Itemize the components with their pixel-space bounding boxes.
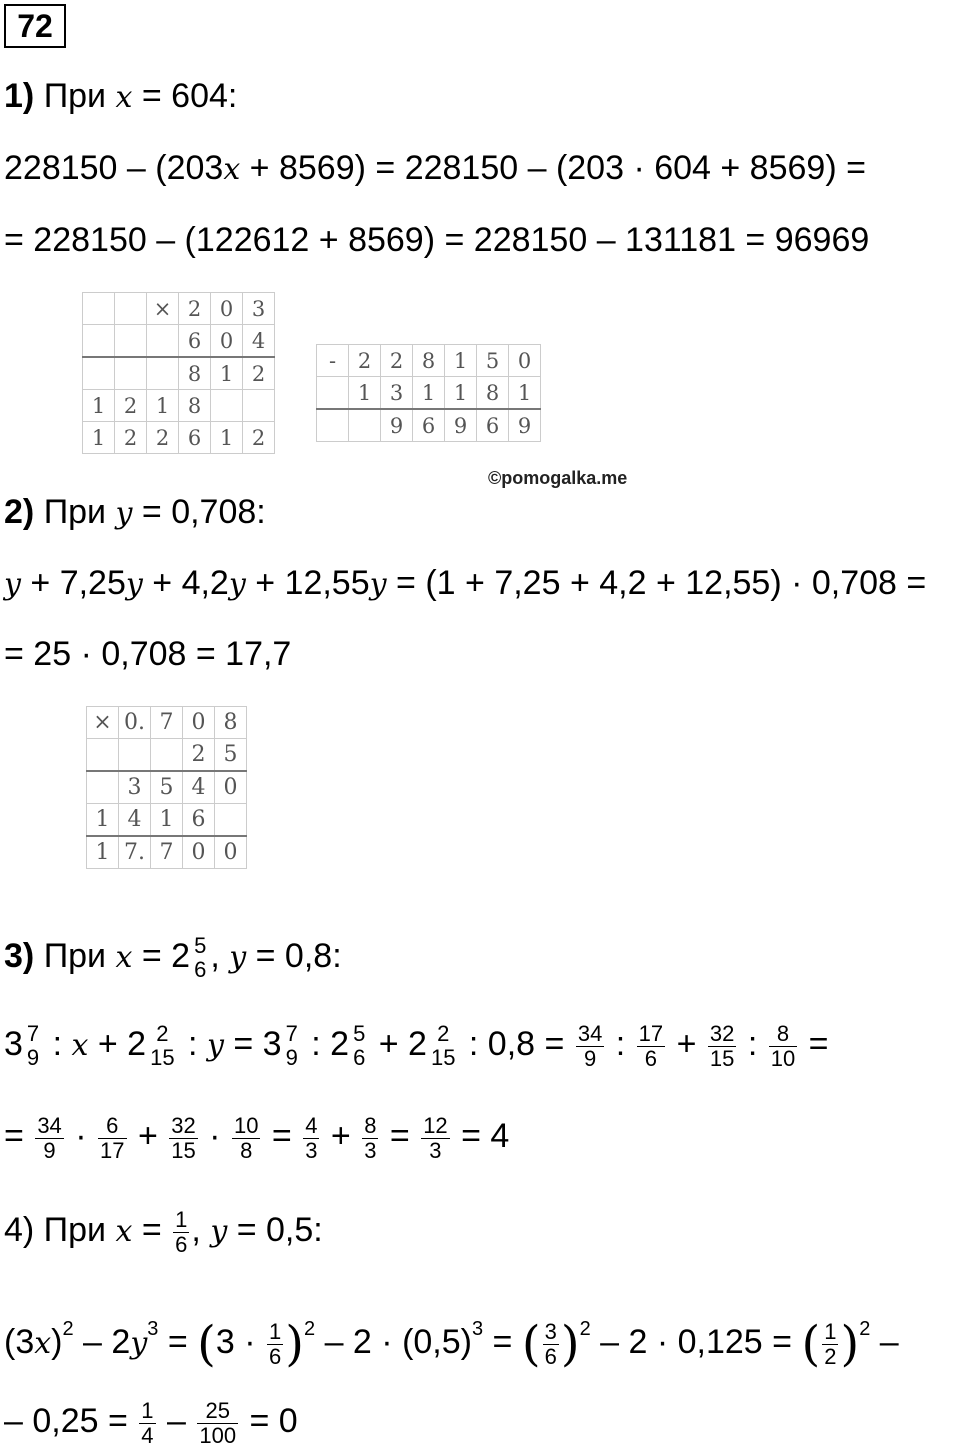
frac: [351, 1022, 367, 1070]
grid-cell: 8: [215, 707, 247, 739]
grid-cell: 0: [211, 325, 243, 358]
d: 4: [141, 1422, 154, 1448]
paren: ): [840, 1316, 860, 1373]
d: 6: [269, 1343, 282, 1369]
part3-head: При: [43, 937, 107, 975]
part4-label: 4) При: [4, 1211, 107, 1249]
paren: (: [801, 1316, 821, 1373]
grid-cell: 3: [381, 377, 413, 410]
part4-x: x: [115, 1214, 133, 1249]
frac: [148, 1022, 176, 1070]
part1-label: 1): [4, 77, 35, 115]
part2-t3: + 12,55: [245, 564, 370, 602]
grid-cell: 0: [211, 293, 243, 325]
n: 12: [423, 1112, 448, 1138]
grid-cell: 6: [183, 804, 215, 837]
part2-var-3: y: [228, 567, 246, 602]
frac-num: 5: [194, 933, 207, 959]
part1-head: При: [43, 77, 107, 115]
t: – 2: [73, 1323, 131, 1361]
part3-line2: = $\frac{34}{9}$ · $\frac{6}{17}$ + $\frac{32}{15}$ · $\frac{10}{8}$ = $\frac{4}{3}$ + $\frac{8}{3}$ = $\frac{12}{3}$ = 4: [4, 1112, 510, 1163]
grid-cell: [87, 771, 119, 804]
frac: [35, 1114, 63, 1163]
part3-x: x: [115, 940, 133, 975]
grid-cell: 0: [183, 707, 215, 739]
grid-cell: 6: [179, 422, 211, 454]
part3-label: 3): [4, 937, 35, 975]
grid-row: [317, 377, 541, 410]
grid-cell: 1: [147, 390, 179, 422]
grid-row: [87, 836, 247, 869]
t: + 2: [369, 1025, 427, 1063]
x-var: x: [34, 1326, 52, 1361]
grid-row: [87, 707, 247, 739]
grid-cell: 2: [381, 345, 413, 377]
exp: 2: [579, 1318, 591, 1340]
grid-cell: [115, 293, 147, 325]
n: 3: [544, 1318, 557, 1344]
frac: [173, 1208, 189, 1257]
t: : 0,8 =: [459, 1025, 565, 1063]
n: 7: [26, 1021, 40, 1047]
part2-t4: = (1 + 7,25 + 4,2 + 12,55) · 0,708 =: [386, 564, 927, 602]
t: – 0,25 =: [4, 1402, 138, 1440]
exp: 2: [304, 1318, 316, 1340]
grid-cell: 1: [445, 377, 477, 410]
grid-cell: [317, 377, 349, 410]
d: 15: [709, 1045, 735, 1071]
grid-cell: [215, 804, 247, 837]
d: 3: [305, 1137, 318, 1163]
grid-cell: 2: [115, 422, 147, 454]
frac: [169, 1114, 197, 1163]
y-var: y: [130, 1326, 148, 1361]
grid-row: [83, 293, 275, 325]
grid-cell: 3: [119, 771, 151, 804]
grid-cell: -: [317, 345, 349, 377]
d: 6: [544, 1343, 557, 1369]
grid-cell: 2: [115, 390, 147, 422]
grid-cell: 9: [509, 409, 541, 442]
n: 6: [106, 1112, 119, 1138]
watermark: ©pomogalka.me: [488, 468, 628, 488]
grid-cell: [147, 357, 179, 390]
n: 34: [37, 1112, 62, 1138]
n: 34: [577, 1020, 603, 1046]
grid-cell: 2: [243, 422, 275, 454]
grid-cell: 0: [183, 836, 215, 869]
n: 2: [437, 1021, 450, 1047]
d: 15: [171, 1137, 196, 1163]
frac: [139, 1399, 155, 1448]
grid-cell: 0: [215, 771, 247, 804]
frac: [769, 1022, 797, 1071]
grid-cell: 1: [87, 804, 119, 837]
grid-cell: ×: [87, 707, 119, 739]
grid-cell: 1: [83, 390, 115, 422]
paren: ): [560, 1316, 580, 1373]
d: 17: [100, 1137, 125, 1163]
part4-line2: [4, 1390, 298, 1452]
grid-cell: 2: [183, 739, 215, 772]
t: – 2 · 0,125 =: [590, 1323, 802, 1361]
frac: [284, 1022, 300, 1070]
d: 9: [576, 1046, 604, 1071]
grid-row: [317, 345, 541, 377]
part1-line1-b: + 8569) = 228150 – (203 · 604 + 8569) =: [240, 149, 866, 187]
n: 17: [638, 1020, 664, 1046]
t: =: [483, 1323, 522, 1361]
grid-cell: 9: [445, 409, 477, 442]
x-var: x: [71, 1028, 89, 1063]
grid-row: [83, 325, 275, 358]
part4-line1: [4, 1296, 899, 1377]
t: = 3: [223, 1025, 282, 1063]
grid-cell: [83, 325, 115, 358]
grid-cell: 7.: [119, 836, 151, 869]
grid-cell: 0: [509, 345, 541, 377]
d: 6: [175, 1231, 188, 1257]
grid-cell: 7: [151, 707, 183, 739]
frac: [429, 1022, 457, 1070]
y-var: y: [206, 1028, 224, 1063]
part4-y: y: [210, 1214, 228, 1249]
part1-var: x: [115, 80, 133, 115]
grid-cell: [83, 293, 115, 325]
part1-line1-a: 228150 – (203: [4, 149, 224, 187]
grid-cell: 2: [243, 357, 275, 390]
grid-cell: 1: [211, 422, 243, 454]
d: 6: [353, 1045, 366, 1071]
grid-cell: 3: [243, 293, 275, 325]
part2-var-2: y: [125, 567, 143, 602]
part3-heading: [4, 928, 342, 986]
grid-cell: 1: [87, 836, 119, 869]
grid-cell: 8: [413, 345, 445, 377]
n: 5: [353, 1021, 366, 1047]
grid-cell: [119, 739, 151, 772]
frac: [267, 1320, 283, 1369]
paren: (: [521, 1316, 541, 1373]
d: 9: [35, 1138, 63, 1163]
n: 10: [233, 1112, 259, 1138]
frac: [576, 1022, 604, 1071]
exp: 3: [147, 1318, 159, 1340]
problem-number: 72: [4, 4, 66, 48]
n: 1: [824, 1318, 837, 1344]
grid-cell: 1: [413, 377, 445, 410]
d: 3: [364, 1137, 377, 1163]
part4-yeq: = 0,5:: [227, 1211, 323, 1249]
frac: [421, 1114, 449, 1163]
n: 7: [285, 1021, 298, 1047]
part3-xeq: = 2: [132, 937, 191, 975]
t: :: [43, 1025, 72, 1063]
t: :: [178, 1025, 207, 1063]
n: 8: [364, 1112, 377, 1138]
part2-line2: = 25 · 0,708 = 17,7: [4, 635, 292, 673]
grid-row: [87, 804, 247, 837]
part1-heading: [4, 76, 237, 118]
frac: [197, 1399, 238, 1448]
grid-cell: [115, 357, 147, 390]
t: ): [51, 1323, 63, 1361]
grid-cell: [87, 739, 119, 772]
t: (3: [4, 1323, 35, 1361]
frac: [25, 1022, 41, 1070]
part1-line1: [4, 148, 866, 190]
d: 9: [285, 1045, 298, 1071]
grid-cell: 2: [349, 345, 381, 377]
grid-cell: 1: [509, 377, 541, 410]
t: (0,5): [402, 1323, 472, 1361]
n: 8: [776, 1020, 790, 1046]
n: 32: [171, 1112, 196, 1138]
n: 2: [156, 1021, 169, 1047]
part3-y: y: [229, 940, 247, 975]
part2-var-1: y: [4, 567, 21, 602]
part3-sep: ,: [210, 937, 230, 975]
grid-row: [87, 739, 247, 772]
d: 8: [232, 1138, 260, 1163]
grid-cell: 1: [445, 345, 477, 377]
frac: [822, 1320, 838, 1369]
grid-cell: ×: [147, 293, 179, 325]
grid-cell: 8: [179, 390, 211, 422]
n: 1: [141, 1397, 154, 1423]
grid-cell: [243, 390, 275, 422]
grid-cell: 2: [147, 422, 179, 454]
grid-cell: 8: [477, 377, 509, 410]
part1-multiplication-table: [82, 292, 275, 454]
d: 15: [430, 1045, 456, 1071]
d: 2: [824, 1343, 837, 1369]
n: 1: [175, 1206, 188, 1232]
grid-row: [317, 409, 541, 442]
d: 3: [421, 1138, 449, 1163]
t: = 0: [240, 1402, 298, 1440]
t: –: [870, 1323, 899, 1361]
grid-cell: [147, 325, 179, 358]
part3-yeq: = 0,8:: [246, 937, 342, 975]
d: 100: [199, 1422, 237, 1448]
part3-result: = 4: [461, 1117, 510, 1155]
frac-den: 6: [194, 957, 207, 983]
grid-cell: 7: [151, 836, 183, 869]
grid-row: [83, 390, 275, 422]
grid-cell: [83, 357, 115, 390]
part2-t2: + 4,2: [142, 564, 229, 602]
grid-row: [83, 422, 275, 454]
grid-row: [87, 771, 247, 804]
d: 9: [26, 1045, 40, 1071]
d: 15: [150, 1045, 175, 1071]
grid-cell: 1: [349, 377, 381, 410]
part1-subtraction-table: [316, 344, 541, 442]
part2-multiplication-table: [86, 706, 247, 869]
grid-cell: 0: [215, 836, 247, 869]
grid-cell: 4: [119, 804, 151, 837]
part1-line2: = 228150 – (122612 + 8569) = 228150 – 131181 = 96969: [4, 221, 870, 259]
grid-cell: 5: [215, 739, 247, 772]
t: –: [157, 1402, 196, 1440]
part2-var: y: [115, 496, 133, 531]
part1-line1-var: x: [223, 152, 241, 187]
d: 10: [770, 1045, 796, 1071]
frac: [543, 1320, 559, 1369]
grid-cell: 1: [83, 422, 115, 454]
part3-line1: 3 7 9 : x + 2 2 15 : y = 3 7 9 : 2 5 6 + 2 2 15 : 0,8 = $\frac{34}{9}$ : $\frac{17}{6}$ + $\frac{32}{15}$ : $\frac{8}{10}$ =: [4, 1020, 829, 1071]
part2-label: 2): [4, 493, 35, 531]
grid-cell: [151, 739, 183, 772]
grid-cell: 1: [211, 357, 243, 390]
frac: [98, 1114, 126, 1163]
grid-cell: 4: [243, 325, 275, 358]
grid-cell: 1: [151, 804, 183, 837]
frac: [708, 1022, 736, 1071]
frac: [232, 1114, 260, 1163]
grid-cell: 4: [183, 771, 215, 804]
part2-line1: [4, 563, 926, 605]
part3-x-frac: [192, 934, 208, 982]
n: 1: [269, 1318, 282, 1344]
frac: [637, 1022, 665, 1071]
t: 3 ·: [215, 1323, 266, 1361]
n: 32: [709, 1020, 735, 1046]
paren: (: [197, 1316, 216, 1373]
grid-cell: 0.: [119, 707, 151, 739]
grid-cell: 5: [477, 345, 509, 377]
paren: ): [285, 1316, 304, 1373]
grid-cell: [317, 409, 349, 442]
t: =: [158, 1323, 198, 1361]
n: 25: [205, 1397, 230, 1423]
part2-heading: [4, 492, 266, 534]
grid-cell: [115, 325, 147, 358]
grid-cell: 5: [151, 771, 183, 804]
grid-cell: 8: [179, 357, 211, 390]
part4-heading: 4) При x = $\frac{1}{6}$ , y = 0,5:: [4, 1206, 323, 1257]
grid-cell: 6: [477, 409, 509, 442]
part4-xeq: =: [132, 1211, 172, 1249]
t: – 2 ·: [315, 1323, 403, 1361]
grid-cell: 9: [381, 409, 413, 442]
grid-row: [83, 357, 275, 390]
t: 3: [4, 1025, 23, 1063]
grid-cell: 2: [179, 293, 211, 325]
d: 6: [637, 1046, 665, 1071]
frac: [303, 1114, 319, 1163]
part2-var-4: y: [369, 567, 387, 602]
n: 4: [305, 1112, 318, 1138]
part2-t1: + 7,25: [20, 564, 126, 602]
frac: [362, 1114, 378, 1163]
part2-head: При: [43, 493, 107, 531]
part2-cond: = 0,708:: [141, 493, 266, 531]
grid-cell: [349, 409, 381, 442]
t: + 2: [88, 1025, 147, 1063]
part1-cond: = 604:: [141, 77, 238, 115]
grid-cell: 6: [413, 409, 445, 442]
grid-cell: [211, 390, 243, 422]
exp: 2: [859, 1318, 871, 1340]
exp: 3: [471, 1318, 484, 1340]
grid-cell: 6: [179, 325, 211, 358]
t: : 2: [301, 1025, 350, 1063]
exp: 2: [62, 1318, 74, 1340]
